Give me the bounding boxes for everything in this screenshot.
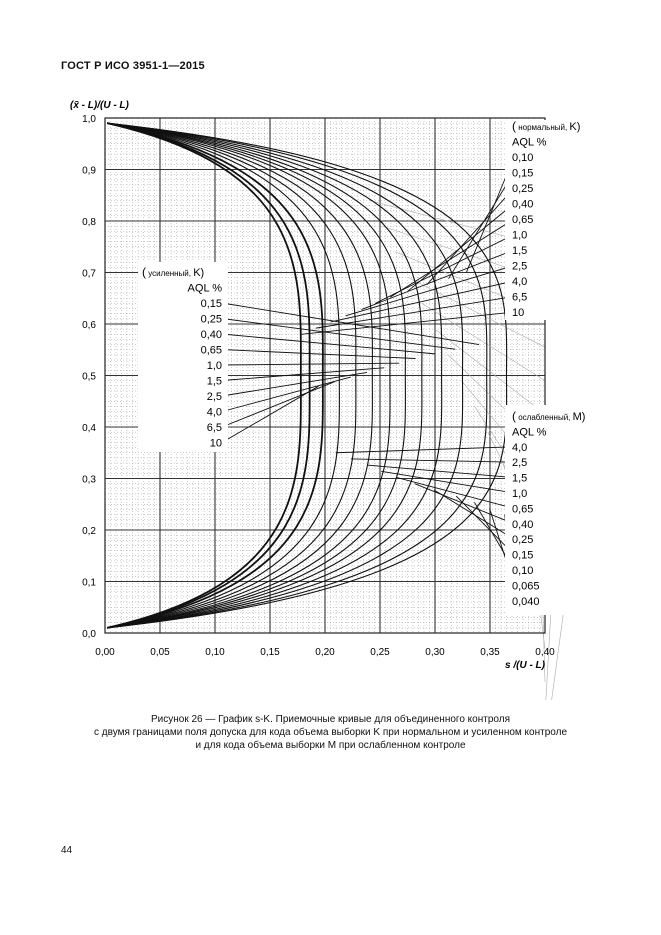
page-number: 44: [61, 845, 73, 856]
y-tick-label: 0,0: [82, 629, 96, 640]
legend-aql-value: 2,5: [512, 457, 528, 470]
legend-leader-line: [361, 250, 514, 310]
y-tick-label: 0,5: [82, 371, 96, 383]
legend-leader-line: [396, 477, 514, 508]
y-tick-label: 0,7: [82, 268, 96, 280]
x-tick-label: 0,30: [425, 647, 445, 658]
legend-aql-value: 0,15: [512, 167, 534, 180]
legend-aql-value: 1,0: [206, 360, 222, 372]
legend-title: ( усиленный, K): [142, 265, 205, 279]
y-tick-label: 0,9: [82, 165, 96, 177]
legend-aql-value: 1,5: [206, 375, 222, 388]
legend-aql-value: 0,25: [512, 534, 534, 547]
legend-leader-line: [222, 382, 335, 427]
legend-aql-value: 0,65: [512, 214, 534, 226]
x-tick-label: 0,05: [150, 647, 170, 658]
legend-leader-line: [222, 368, 384, 381]
x-tick-label: 0,35: [480, 647, 500, 658]
legend-aql-value: 0,65: [200, 344, 222, 357]
x-tick-label: 0,40: [535, 647, 555, 658]
x-tick-label: 0,10: [205, 647, 225, 658]
legend-aql-value: 6,5: [206, 422, 222, 434]
legend-aql-header: AQL %: [512, 426, 547, 439]
legend-aql-header: AQL %: [187, 282, 222, 295]
legend-leader-line: [381, 471, 514, 493]
legend-aql-value: 4,0: [512, 276, 528, 288]
legend-title: ( нормальный, K): [512, 119, 581, 133]
legend-leader-line: [301, 312, 514, 334]
legend-aql-value: 0,15: [200, 298, 222, 310]
legend-aql-value: 0,65: [512, 503, 534, 516]
x-axis-label: s /(U - L): [505, 660, 545, 671]
legend-aql-value: 0,10: [512, 152, 534, 164]
legend-aql-value: 10: [209, 437, 222, 450]
caption-line-1: Рисунок 26 — График s-K. Приемочные кривые для объединенного контроля: [150, 714, 510, 725]
y-axis-label: (x̄ - L)/(U - L): [70, 100, 129, 111]
legend-aql-value: 4,0: [206, 406, 222, 419]
legend-aql-value: 0,25: [512, 183, 534, 195]
y-tick-label: 0,2: [82, 526, 96, 537]
legend-title: ( ослабленный, M): [512, 409, 586, 423]
legend-aql-value: 0,10: [512, 565, 534, 577]
legend-aql-value: 2,5: [512, 260, 528, 273]
legend-aql-value: 0,15: [512, 549, 534, 562]
legend-aql-header: AQL %: [512, 136, 547, 149]
x-tick-label: 0,20: [315, 647, 335, 658]
legend-aql-value: 2,5: [206, 391, 222, 403]
legend-aql-value: 10: [512, 307, 525, 319]
legend-aql-value: 1,0: [512, 488, 528, 500]
legend-aql-value: 1,0: [512, 229, 528, 242]
legend-aql-value: 4,0: [512, 441, 528, 454]
x-tick-label: 0,15: [260, 647, 280, 658]
y-tick-label: 1,0: [82, 114, 96, 125]
legend-leader-line: [427, 188, 514, 285]
y-tick-label: 0,4: [82, 423, 96, 434]
legend-aql-value: 0,40: [512, 518, 534, 531]
aql-legends: [138, 119, 595, 615]
legend-aql-value: 6,5: [512, 291, 528, 304]
document-standard-header: ГОСТ Р ИСО 3951-1—2015: [61, 60, 205, 72]
y-tick-label: 0,6: [82, 320, 96, 331]
legend-aql-value: 1,5: [512, 472, 528, 485]
y-tick-label: 0,1: [82, 577, 96, 589]
figure-caption: [0, 713, 661, 752]
legend-aql-value: 0,25: [200, 313, 222, 326]
legend-aql-value: 0,040: [512, 595, 540, 608]
legend-leader-line: [222, 350, 415, 359]
legend-aql-value: 0,40: [512, 198, 534, 211]
caption-line-3: и для кода объема выборки M при ослабленном контроле: [195, 740, 466, 751]
x-tick-label: 0,25: [370, 647, 390, 658]
legend-aql-value: 0,065: [512, 580, 540, 593]
legend-aql-value: 0,40: [200, 329, 222, 341]
legend-aql-value: 1,5: [512, 245, 528, 257]
y-tick-label: 0,3: [82, 474, 96, 486]
x-tick-label: 0,00: [95, 647, 115, 658]
y-tick-label: 0,8: [82, 217, 96, 228]
legend-leader-line: [336, 447, 514, 453]
caption-line-2: с двумя границами поля допуска для кода объема выборки K при нормальном и усиленном контроле: [93, 727, 568, 738]
